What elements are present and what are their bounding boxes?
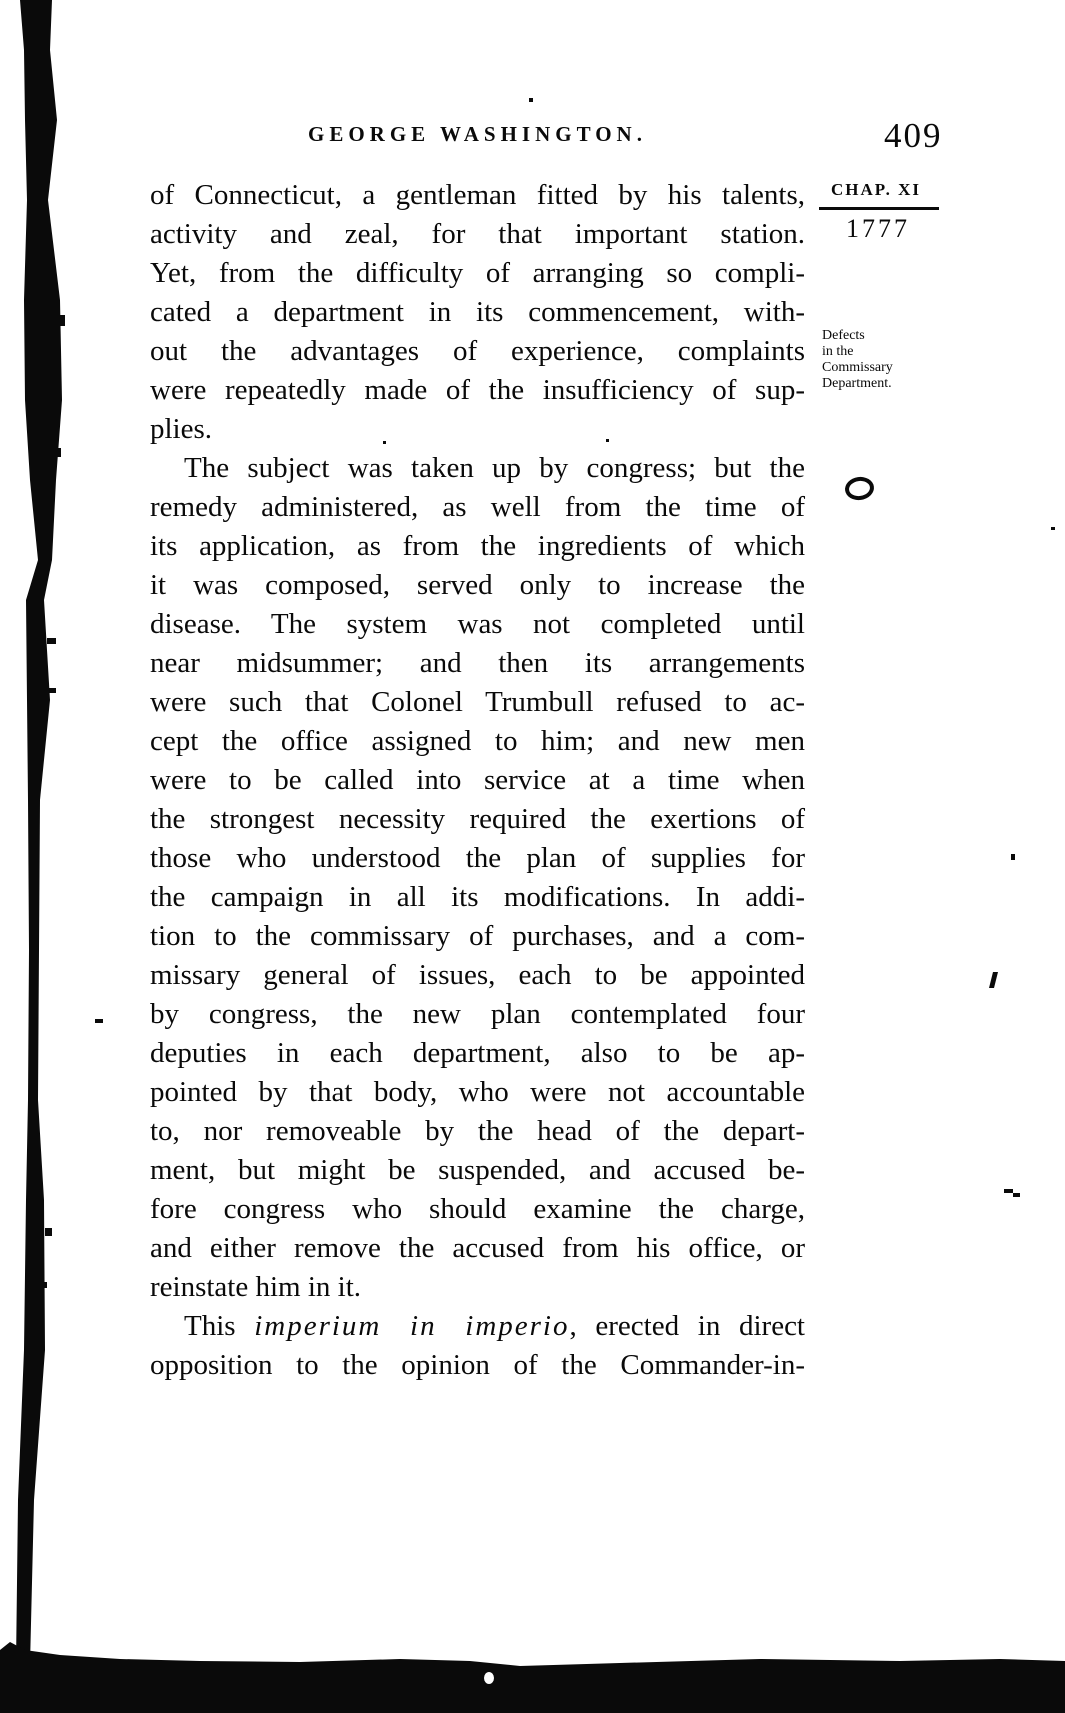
- text-line: disease. The system was not completed until: [150, 608, 805, 640]
- text-line: remedy administered, as well from the time of: [150, 491, 805, 523]
- ink-speck: [529, 98, 533, 102]
- page-number: 409: [884, 116, 943, 155]
- ink-speck: [1051, 527, 1055, 530]
- text-line: the campaign in all its modifications. In addi-: [150, 881, 805, 913]
- ink-speck: [1013, 1193, 1020, 1197]
- text-line: tion to the commissary of purchases, and a com-: [150, 920, 805, 952]
- margin-note: [822, 328, 962, 392]
- text-line: cated a department in its commencement, with-: [150, 296, 805, 328]
- text-line-with-latin-phrase: [150, 1307, 805, 1346]
- text-line: ment, but might be suspended, and accused be-: [150, 1154, 805, 1186]
- chapter-heading: CHAP. XI: [831, 180, 921, 199]
- text-line: cept the office assigned to him; and new men: [150, 725, 805, 757]
- text-line: those who understood the plan of supplies for: [150, 842, 805, 874]
- text-line: by congress, the new plan contemplated four: [150, 998, 805, 1030]
- text-line: missary general of issues, each to be appointed: [150, 959, 805, 991]
- text-line: were repeatedly made of the insufficiency of sup-: [150, 374, 805, 406]
- text-line: and either remove the accused from his office, or: [150, 1232, 805, 1264]
- text-line: deputies in each department, also to be ap-: [150, 1037, 805, 1069]
- margin-note-line: Department.: [822, 376, 892, 391]
- scan-left-edge-artifact: [0, 0, 110, 1713]
- text-line: pointed by that body, who were not accountable: [150, 1076, 805, 1108]
- text-line: of Connecticut, a gentleman fitted by his talents,: [150, 179, 805, 211]
- text-line: it was composed, served only to increase the: [150, 569, 805, 601]
- text-line: fore congress who should examine the charge,: [150, 1193, 805, 1225]
- body-text-column: [150, 176, 805, 1385]
- text-line: plies.: [150, 413, 213, 445]
- text-segment: This: [184, 1310, 255, 1342]
- text-line: its application, as from the ingredients of which: [150, 530, 805, 562]
- margin-note-line: Commissary: [822, 360, 893, 375]
- ink-speck: [1004, 1189, 1013, 1193]
- text-line: out the advantages of experience, complaints: [150, 335, 805, 367]
- running-header: GEORGE WASHINGTON.: [308, 122, 647, 146]
- text-line: reinstate him in it.: [150, 1271, 362, 1303]
- text-line: were to be called into service at a time when: [150, 764, 805, 796]
- text-line: The subject was taken up by congress; but the: [184, 452, 805, 484]
- ink-speck: [1011, 854, 1015, 860]
- chapter-rule-divider: [819, 207, 939, 210]
- circle-mark: [844, 475, 876, 502]
- text-line: activity and zeal, for that important station.: [150, 218, 805, 250]
- text-line: the strongest necessity required the exertions of: [150, 803, 805, 835]
- text-segment: , erected in direct: [569, 1310, 805, 1342]
- text-line: to, nor removeable by the head of the depart-: [150, 1115, 805, 1147]
- margin-note-line: in the: [822, 344, 854, 359]
- text-line: were such that Colonel Trumbull refused to ac-: [150, 686, 805, 718]
- year-label: 1777: [846, 214, 910, 243]
- margin-note-line: Defects: [822, 328, 865, 343]
- latin-phrase-italic: imperium in imperio: [254, 1310, 570, 1342]
- text-line: near midsummer; and then its arrangements: [150, 647, 805, 679]
- ink-speck: [989, 972, 998, 988]
- text-line: Yet, from the difficulty of arranging so compli-: [150, 257, 805, 289]
- text-line: opposition to the opinion of the Commander-in-: [150, 1349, 805, 1381]
